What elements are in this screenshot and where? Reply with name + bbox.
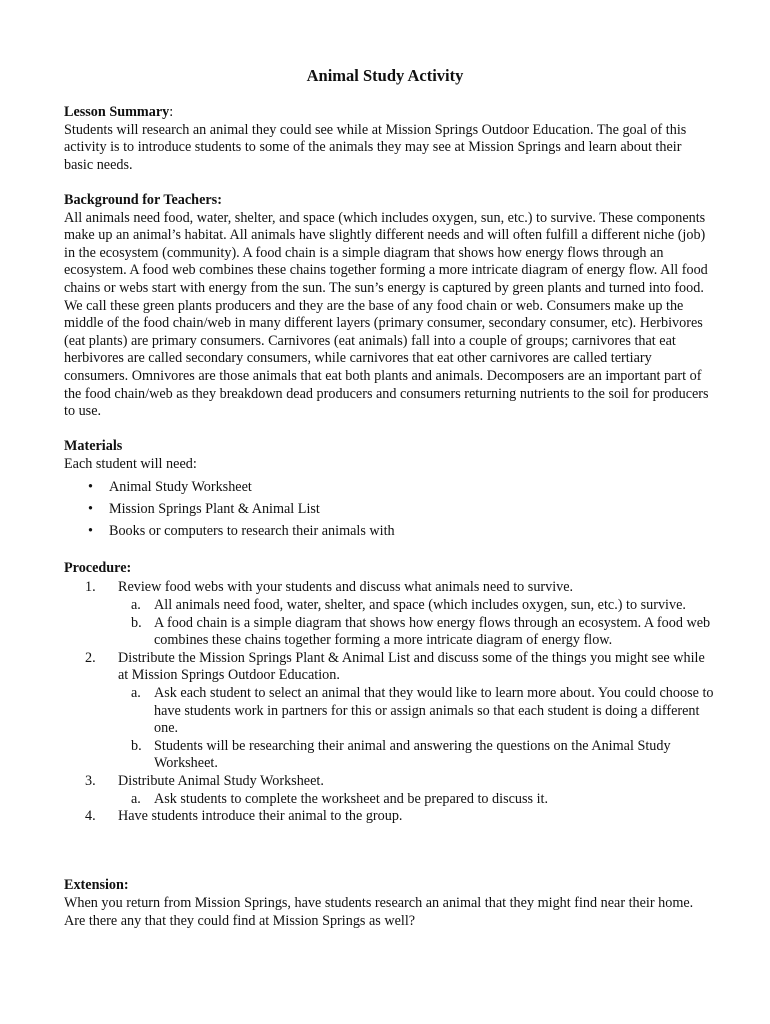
procedure-substep <box>118 685 714 738</box>
step-number: 3. <box>85 772 96 789</box>
spacer <box>64 843 714 877</box>
step-number: 2. <box>85 649 96 666</box>
substep-text: Ask each student to select an animal that they would like to learn more about. You could choose to have students work in partners for this or assign animals so that each student is doing a different one. <box>154 685 714 737</box>
bullet-icon: • <box>88 479 93 496</box>
lesson-summary-heading-line <box>64 104 714 122</box>
substep-letter: b. <box>131 737 142 754</box>
document-body <box>64 104 714 948</box>
materials-section <box>64 438 714 542</box>
substep-letter: a. <box>131 790 141 807</box>
list-item <box>88 521 714 543</box>
step-text: Distribute Animal Study Worksheet. <box>118 772 324 789</box>
lesson-summary-section <box>64 104 714 174</box>
document-title: Animal Study Activity <box>306 66 464 85</box>
step-text: Have students introduce their animal to the group. <box>118 808 403 825</box>
substep-text: Ask students to complete the worksheet and be prepared to discuss it. <box>154 790 549 807</box>
extension-section <box>64 877 714 930</box>
procedure-substep <box>118 597 714 615</box>
procedure-section <box>64 560 714 826</box>
substep-text: All animals need food, water, shelter, and space (which includes oxygen, sun, etc.) to survive. <box>154 597 686 614</box>
materials-item-text: Mission Springs Plant & Animal List <box>109 501 320 518</box>
substep-letter: a. <box>131 597 141 614</box>
substeps-list <box>118 791 714 809</box>
materials-item-text: Animal Study Worksheet <box>109 479 252 496</box>
procedure-substep <box>118 615 714 650</box>
extension-heading: Extension: <box>64 877 129 894</box>
extension-text: When you return from Mission Springs, have students research an animal that they might find near their home. Are there any that they could find at Mission Springs as well? <box>64 894 694 929</box>
lesson-summary-text: Students will research an animal they could see while at Mission Springs Outdoor Education. The goal of this activity is to introduce students to some of the animals they may see at Mission Springs and learn about their basic needs. <box>64 121 687 173</box>
step-text: Distribute the Mission Springs Plant & Animal List and discuss some of the things you might see while at Mission Springs Outdoor Education. <box>118 649 705 684</box>
procedure-step <box>64 773 714 808</box>
list-item <box>88 499 714 521</box>
procedure-steps <box>64 579 714 825</box>
procedure-step <box>64 650 714 773</box>
substeps-list <box>118 597 714 650</box>
materials-item-text: Books or computers to research their animals with <box>109 522 395 539</box>
procedure-heading: Procedure: <box>64 559 132 576</box>
materials-list <box>64 477 714 542</box>
substep-text: A food chain is a simple diagram that shows how energy flows through an ecosystem. A food web combines these chains together forming a more intricate diagram of energy flow. <box>154 614 711 649</box>
substep-letter: b. <box>131 614 142 631</box>
step-number: 1. <box>85 579 96 596</box>
background-section <box>64 192 714 421</box>
list-item <box>88 477 714 499</box>
substeps-list <box>118 685 714 773</box>
step-number: 4. <box>85 808 96 825</box>
lesson-summary-colon: : <box>169 104 174 120</box>
procedure-step <box>64 579 714 649</box>
background-text: All animals need food, water, shelter, and space (which includes oxygen, sun, etc.) to survive. These components make up an animal’s habitat. All animals have slightly different needs and will often fulfill a different niche (job) in the ecosystem (community). A food chain is a simple diagram that shows how energy flows through an ecosystem. A food web combines these chains together forming a more intricate diagram of energy flow. All food chains or webs start with energy from the sun. The sun’s energy is captured by green plants and turned into food. We call these green plants producers and they are the base of any food chain or web. Consumers make up the middle of the food chain/web in many different layers (primary consumer, secondary consumer, etc). Herbivores (eat plants) are primary consumers. Carnivores (eat animals) fall into a couple of groups; carnivores that eat herbivores are called secondary consumers, while carnivores that eat other carnivores are called tertiary consumers. Omnivores are those animals that eat both plants and animals. Decomposers are an important part of the food chain/web as they breakdown dead producers and consumers returning nutrients to the soil for producers to use. <box>64 209 709 420</box>
materials-intro: Each student will need: <box>64 455 197 472</box>
materials-heading: Materials <box>64 438 123 455</box>
bullet-icon: • <box>88 501 93 518</box>
procedure-step <box>64 808 714 826</box>
lesson-summary-heading: Lesson Summary <box>64 104 170 120</box>
substep-letter: a. <box>131 685 141 701</box>
procedure-substep <box>118 738 714 773</box>
substep-text: Students will be researching their animal and answering the questions on the Animal Study Worksheet. <box>154 737 671 772</box>
bullet-icon: • <box>88 522 93 539</box>
step-text: Review food webs with your students and discuss what animals need to survive. <box>118 579 574 596</box>
procedure-substep <box>118 791 714 809</box>
background-heading: Background for Teachers: <box>64 191 222 208</box>
